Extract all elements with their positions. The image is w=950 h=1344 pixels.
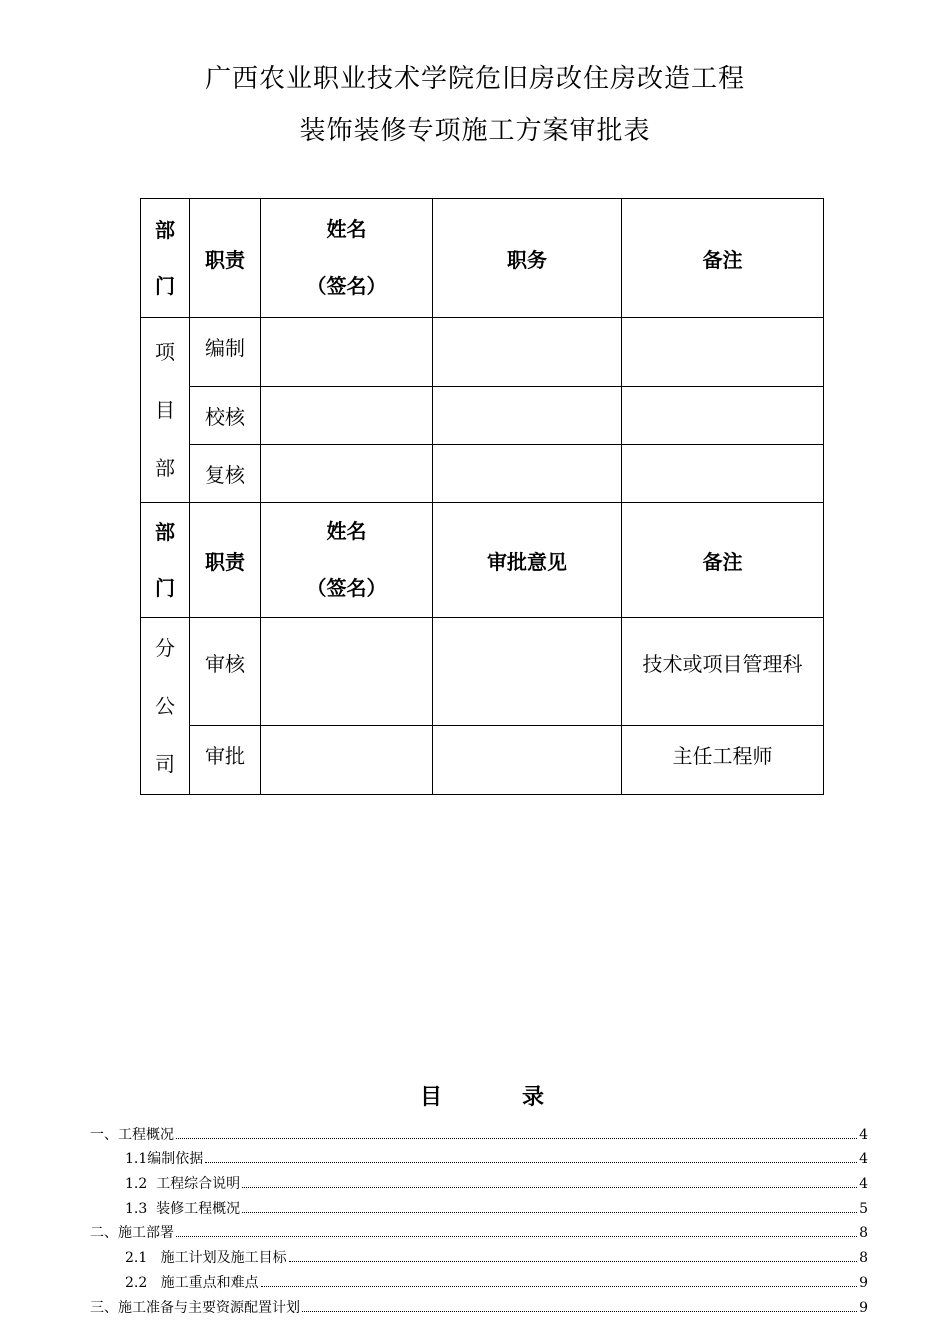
table-row — [141, 387, 824, 445]
table-row — [141, 318, 824, 387]
approval-table — [140, 198, 824, 795]
document-title: 广西农业职业技术学院危旧房改住房改造工程 — [204, 64, 745, 94]
table-row — [141, 445, 824, 503]
dept-branch-company: 分 公 司 — [141, 618, 190, 795]
toc-entry[interactable]: 二、施工部署 8 — [90, 1225, 868, 1241]
remark-cell[interactable] — [622, 387, 824, 445]
remark-cell: 主任工程师 — [622, 726, 824, 795]
duty-cell: 编制 — [190, 318, 261, 387]
position-cell[interactable] — [433, 445, 622, 503]
toc-entry[interactable]: 2.1 施工计划及施工目标 8 — [125, 1250, 868, 1266]
table-row — [141, 726, 824, 795]
toc-entry[interactable]: 1.1编制依据 4 — [125, 1151, 868, 1167]
table-row — [141, 618, 824, 726]
toc-entry[interactable]: 三、施工准备与主要资源配置计划 9 — [90, 1300, 868, 1316]
signature-cell[interactable] — [261, 445, 433, 503]
duty-cell: 审批 — [190, 726, 261, 795]
remark-cell[interactable] — [622, 318, 824, 387]
table-header-row — [141, 199, 824, 318]
duty-cell: 审核 — [190, 618, 261, 726]
position-cell[interactable] — [433, 387, 622, 445]
header-name: 姓名 （签名） — [261, 199, 433, 318]
toc-entry[interactable]: 2.2 施工重点和难点 9 — [125, 1275, 868, 1291]
table-header-row — [141, 503, 824, 618]
signature-cell[interactable] — [261, 726, 433, 795]
toc-title: 目 录 — [419, 1084, 545, 1110]
header-name: 姓名 （签名） — [261, 503, 433, 618]
remark-cell: 技术或项目管理科 — [622, 618, 824, 726]
signature-cell[interactable] — [261, 387, 433, 445]
header-dept: 部 门 — [141, 503, 190, 618]
header-opinion: 审批意见 — [433, 503, 622, 618]
dept-project: 项 目 部 — [141, 318, 190, 503]
header-dept: 部 门 — [141, 199, 190, 318]
signature-cell[interactable] — [261, 318, 433, 387]
remark-cell[interactable] — [622, 445, 824, 503]
document-subtitle: 装饰装修专项施工方案审批表 — [299, 116, 651, 146]
opinion-cell[interactable] — [433, 726, 622, 795]
position-cell[interactable] — [433, 318, 622, 387]
header-position: 职务 — [433, 199, 622, 318]
signature-cell[interactable] — [261, 618, 433, 726]
header-duty: 职责 — [190, 199, 261, 318]
header-remark: 备注 — [622, 199, 824, 318]
header-remark: 备注 — [622, 503, 824, 618]
header-duty: 职责 — [190, 503, 261, 618]
toc-entry[interactable]: 一、工程概况 4 — [90, 1127, 868, 1143]
duty-cell: 校核 — [190, 387, 261, 445]
toc-entry[interactable]: 1.3 装修工程概况 5 — [125, 1201, 868, 1217]
opinion-cell[interactable] — [433, 618, 622, 726]
toc-entry[interactable]: 1.2 工程综合说明 4 — [125, 1176, 868, 1192]
duty-cell: 复核 — [190, 445, 261, 503]
